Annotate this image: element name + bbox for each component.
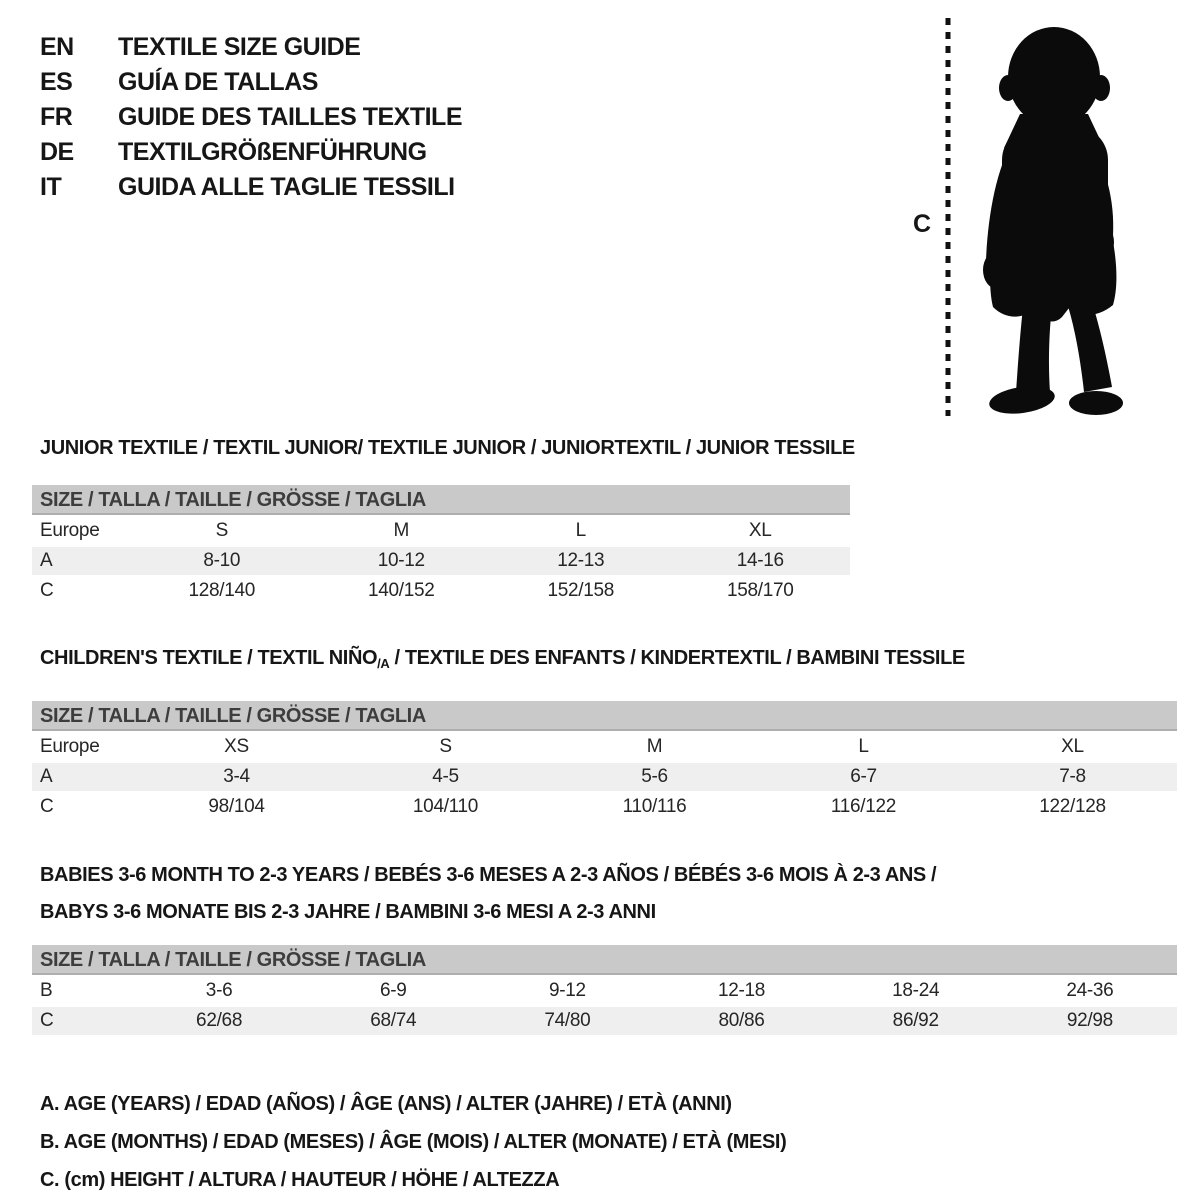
section-heading-line [40, 894, 1177, 931]
legend-line: A. AGE (YEARS) / EDAD (AÑOS) / ÂGE (ANS) / ALTER (JAHRE) / ETÀ (ANNI) [40, 1093, 732, 1115]
language-row [40, 135, 1177, 170]
language-row [40, 100, 1177, 135]
section-babies [32, 857, 1177, 1037]
cell-value: 6-9 [379, 980, 407, 1001]
cell-value: 98/104 [208, 796, 265, 817]
legend [40, 1085, 1177, 1199]
section-heading-line [40, 647, 1177, 675]
cell-value: 92/98 [1003, 1007, 1177, 1035]
heading-text: JUNIOR TEXTILE / TEXTIL JUNIOR/ TEXTILE JUNIOR / JUNIORTEXTIL / JUNIOR TESSILE [40, 437, 855, 459]
sections [32, 437, 1177, 1037]
cell-value: L [575, 520, 586, 541]
cell-value: 12-18 [717, 980, 766, 1001]
cell-value: 140/152 [367, 580, 435, 601]
cell-value: 110/116 [622, 796, 687, 817]
table-row [32, 733, 1177, 761]
cell-value: 10-12 [312, 547, 492, 575]
cell-value: 122/128 [1039, 796, 1106, 817]
cell-value: 68/74 [306, 1007, 480, 1035]
section-heading [40, 857, 1177, 931]
cell-value: M [393, 520, 410, 541]
cell-value: 24-36 [1066, 980, 1114, 1001]
legend-line: B. AGE (MONTHS) / EDAD (MESES) / ÂGE (MOIS) / ALTER (MONATE) / ETÀ (MESI) [40, 1131, 787, 1153]
cell-value: S [215, 520, 228, 541]
section-heading [40, 437, 855, 459]
cell-value: 152/158 [547, 580, 615, 601]
table-row [32, 763, 1177, 791]
heading-text: /A [377, 656, 390, 671]
size-header-bar: SIZE / TALLA / TAILLE / GRÖSSE / TAGLIA [32, 485, 850, 515]
language-code: FR [40, 103, 73, 131]
table-row [32, 793, 1177, 821]
section-heading [40, 647, 1177, 675]
size-header-bar: SIZE / TALLA / TAILLE / GRÖSSE / TAGLIA [32, 701, 1177, 731]
table-row [32, 1007, 1177, 1035]
language-title: GUÍA DE TALLAS [118, 68, 318, 96]
cell-value: 4-5 [341, 763, 550, 791]
size-header-bar: SIZE / TALLA / TAILLE / GRÖSSE / TAGLIA [32, 945, 1177, 975]
section-heading-line [40, 437, 855, 459]
language-row [40, 170, 1177, 205]
cell-value: 80/86 [654, 1007, 828, 1035]
language-title: GUIDE DES TAILLES TEXTILE [118, 103, 463, 131]
row-label: C [32, 1007, 132, 1035]
heading-text: BABIES 3-6 MONTH TO 2-3 YEARS / BEBÉS 3-6 MESES A 2-3 AÑOS / BÉBÉS 3-6 MOIS À 2-3 ANS / [40, 864, 937, 886]
table-row [32, 977, 1177, 1005]
cell-value: 7-8 [968, 763, 1177, 791]
section-junior [32, 437, 855, 607]
language-title: TEXTILGRÖßENFÜHRUNG [118, 138, 427, 166]
language-title: TEXTILE SIZE GUIDE [118, 33, 361, 61]
size-table [32, 515, 850, 607]
legend-line: C. (cm) HEIGHT / ALTURA / HAUTEUR / HÖHE / ALTEZZA [40, 1169, 560, 1191]
language-title: GUIDA ALLE TAGLIE TESSILI [118, 173, 455, 201]
cell-value: 6-7 [759, 763, 968, 791]
size-table [32, 975, 1177, 1037]
row-label: B [40, 980, 53, 1001]
table-row [32, 517, 850, 545]
row-label: C [40, 796, 54, 817]
heading-text: / TEXTILE DES ENFANTS / KINDERTEXTIL / BAMBINI TESSILE [389, 647, 965, 669]
cell-value: 5-6 [550, 763, 759, 791]
heading-text: BABYS 3-6 MONATE BIS 2-3 JAHRE / BAMBINI 3-6 MESI A 2-3 ANNI [40, 901, 656, 923]
cell-value: XL [748, 520, 772, 541]
language-code: IT [40, 173, 62, 201]
language-code: EN [40, 33, 74, 61]
cell-value: 116/122 [830, 796, 897, 817]
cell-value: 62/68 [132, 1007, 306, 1035]
cell-value: 74/80 [480, 1007, 654, 1035]
cell-value: L [858, 736, 869, 757]
language-code: DE [40, 138, 74, 166]
cell-value: 3-6 [205, 980, 233, 1001]
row-label: A [32, 547, 132, 575]
language-list [40, 30, 1177, 205]
cell-value: 12-13 [491, 547, 671, 575]
cell-value: 86/92 [829, 1007, 1003, 1035]
cell-value: 128/140 [188, 580, 256, 601]
table-row [32, 577, 850, 605]
cell-value: 18-24 [892, 980, 940, 1001]
cell-value: 3-4 [132, 763, 341, 791]
cell-value: M [646, 736, 663, 757]
cell-value: 8-10 [132, 547, 312, 575]
figure-height-label: C [913, 210, 931, 238]
cell-value: XS [224, 736, 249, 757]
table-row [32, 547, 850, 575]
cell-value: S [439, 736, 452, 757]
language-row [40, 30, 1177, 65]
row-label: Europe [40, 520, 100, 541]
cell-value: 9-12 [548, 980, 586, 1001]
heading-text: CHILDREN'S TEXTILE / TEXTIL NIÑO [40, 647, 378, 669]
section-heading-line [40, 857, 1177, 894]
cell-value: 158/170 [726, 580, 794, 601]
row-label: C [40, 580, 54, 601]
row-label: Europe [40, 736, 100, 757]
section-children [32, 647, 1177, 823]
language-row [40, 65, 1177, 100]
cell-value: 14-16 [671, 547, 851, 575]
language-code: ES [40, 68, 73, 96]
cell-value: 104/110 [412, 796, 479, 817]
row-label: A [32, 763, 132, 791]
cell-value: XL [1061, 736, 1084, 757]
size-table [32, 731, 1177, 823]
